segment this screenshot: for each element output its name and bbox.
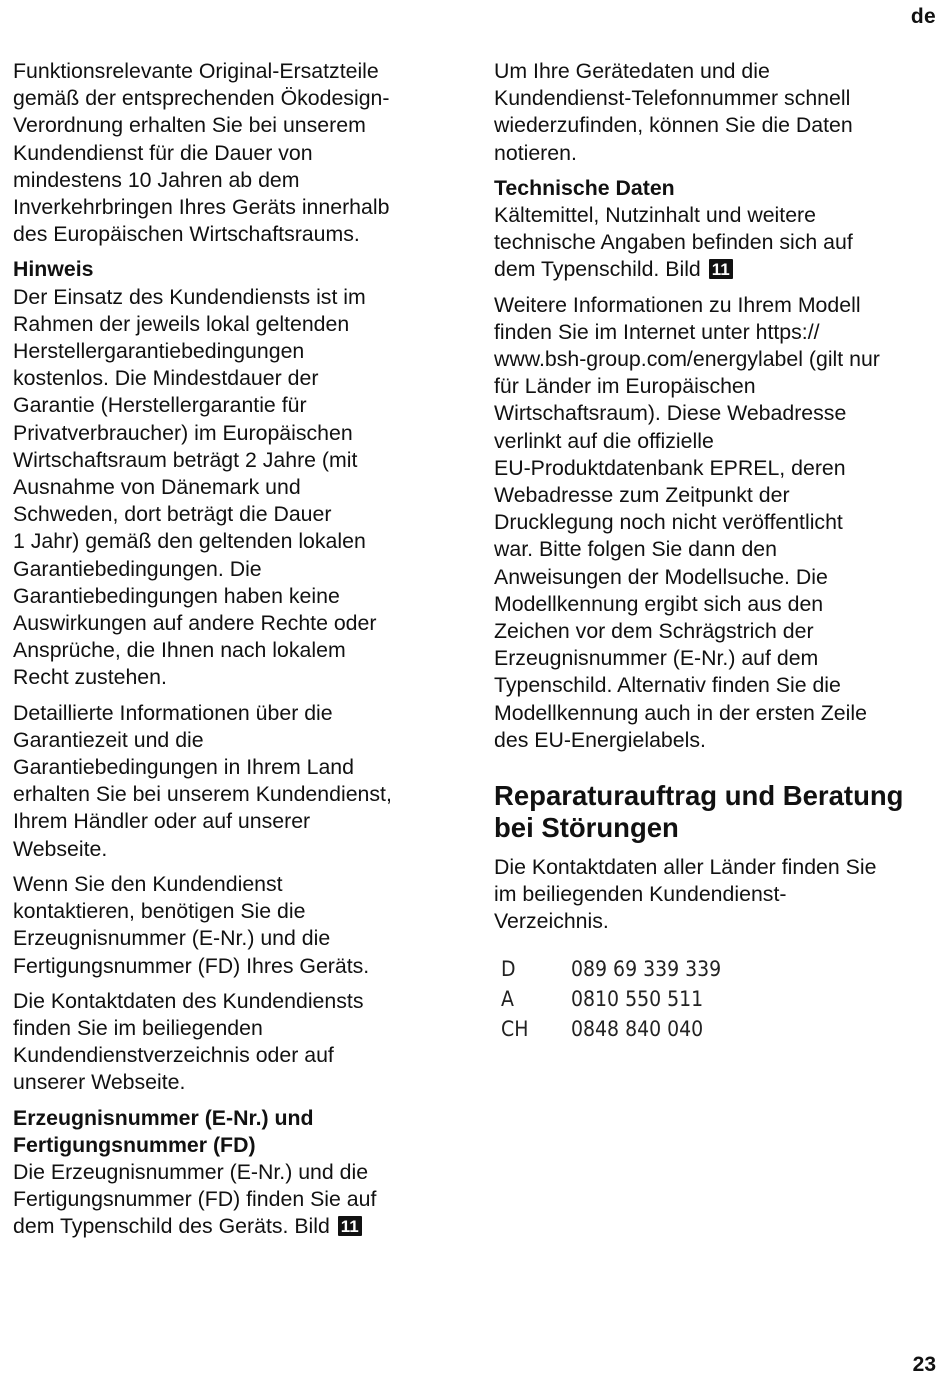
- phone-number: 0848 840 040: [571, 1016, 704, 1041]
- technical-data-paragraph: [494, 202, 939, 284]
- hinweis-paragraph: Der Einsatz des Kundendiensts ist im Rahmen der jeweils lokal geltenden Herstellergarantiebedingungen kostenlos. Die Mindestdauer der Garantie (Herstellergarantie für Privatverbraucher) im Europäischen Wirtschaftsraum beträgt 2 Jahre (mit Ausnahme von Dänemark und Schweden, dort beträgt die Dauer 1 Jahr) gemäß den geltenden lokalen Garantiebedingungen. Die Garantiebedingungen haben keine Auswirkungen auf andere Rechte oder Ansprüche, die Ihnen nach lokalem Recht zustehen.: [13, 284, 377, 690]
- enr-fd-heading: Erzeugnisnummer (E-Nr.) und Fertigungsnummer (FD): [13, 1105, 314, 1157]
- country-code: D: [501, 956, 516, 981]
- technical-data-heading: Technische Daten: [494, 175, 675, 200]
- contact-requirements-paragraph: Wenn Sie den Kundendienst kontaktieren, benötigen Sie die Erzeugnisnummer (E-Nr.) und die Fertigungsnummer (FD) Ihres Geräts.: [13, 871, 370, 978]
- phone-number: 0810 550 511: [571, 986, 704, 1011]
- device-data-paragraph: Um Ihre Gerätedaten und die Kundendienst-Telefonnummer schnell wiederzufinden, können Sie die Daten notieren.: [494, 59, 853, 165]
- contact-data-paragraph: Die Kontaktdaten des Kundendiensts finden Sie im beiliegenden Kundendienstverzeichnis oder auf unserer Webseite.: [13, 988, 364, 1095]
- figure-reference-badge: 11: [338, 1216, 362, 1236]
- left-column: [13, 58, 458, 1249]
- contact-row: [494, 954, 721, 984]
- right-column: [494, 58, 939, 1044]
- repair-section-heading: Reparaturauftrag und Beratung bei Störungen: [494, 780, 904, 844]
- contact-row: [494, 1014, 721, 1044]
- contact-table: [494, 954, 721, 1044]
- model-info-paragraph: Weitere Informationen zu Ihrem Modell finden Sie im Internet unter https:// www.bsh-group.com/energylabel (gilt nur für Länder im Europäischen Wirtschaftsraum). Diese Webadresse verlinkt auf die offizielle EU-Produktdatenbank EPREL, deren Webadresse zum Zeitpunkt der Drucklegung noch nicht veröffentlicht war. Bitte folgen Sie dann den Anweisungen der Modellsuche. Die Modellkennung ergibt sich aus den Zeichen vor dem Schrägstrich der Erzeugnisnummer (E-Nr.) auf dem Typenschild. Alternativ finden Sie die Modellkennung auch in der ersten Zeile des EU-Energielabels.: [494, 292, 880, 752]
- spare-parts-paragraph: Funktionsrelevante Original-Ersatzteile gemäß der entsprechenden Ökodesign- Verordnung erhalten Sie bei unserem Kundendienst für die Dauer von mindestens 10 Jahren ab dem Inverkehrbringen Ihres Geräts innerhalb des Europäischen Wirtschaftsraums.: [13, 59, 390, 247]
- contact-row: [494, 984, 721, 1014]
- page-number: 23: [912, 1353, 936, 1376]
- country-code: A: [501, 986, 514, 1011]
- figure-reference-badge: 11: [709, 259, 733, 279]
- phone-number: 089 69 339 339: [571, 956, 722, 981]
- repair-section-paragraph: Die Kontaktdaten aller Länder finden Sie im beiliegenden Kundendienst- Verzeichnis.: [494, 855, 877, 934]
- technical-data-text: Kältemittel, Nutzinhalt und weitere technische Angaben befinden sich auf dem Typenschild. Bild: [494, 203, 853, 282]
- language-label: de: [910, 5, 936, 28]
- warranty-info-paragraph: Detaillierte Informationen über die Garantiezeit und die Garantiebedingungen in Ihrem Land erhalten Sie bei unserem Kundendienst, Ihrem Händler oder auf unserer Webseite.: [13, 700, 392, 861]
- enr-fd-text: Die Erzeugnisnummer (E-Nr.) und die Fertigungsnummer (FD) finden Sie auf dem Typenschild des Geräts. Bild: [13, 1159, 377, 1239]
- hinweis-heading: Hinweis: [13, 257, 94, 282]
- country-code: CH: [501, 1016, 529, 1041]
- enr-fd-paragraph: [13, 1159, 458, 1241]
